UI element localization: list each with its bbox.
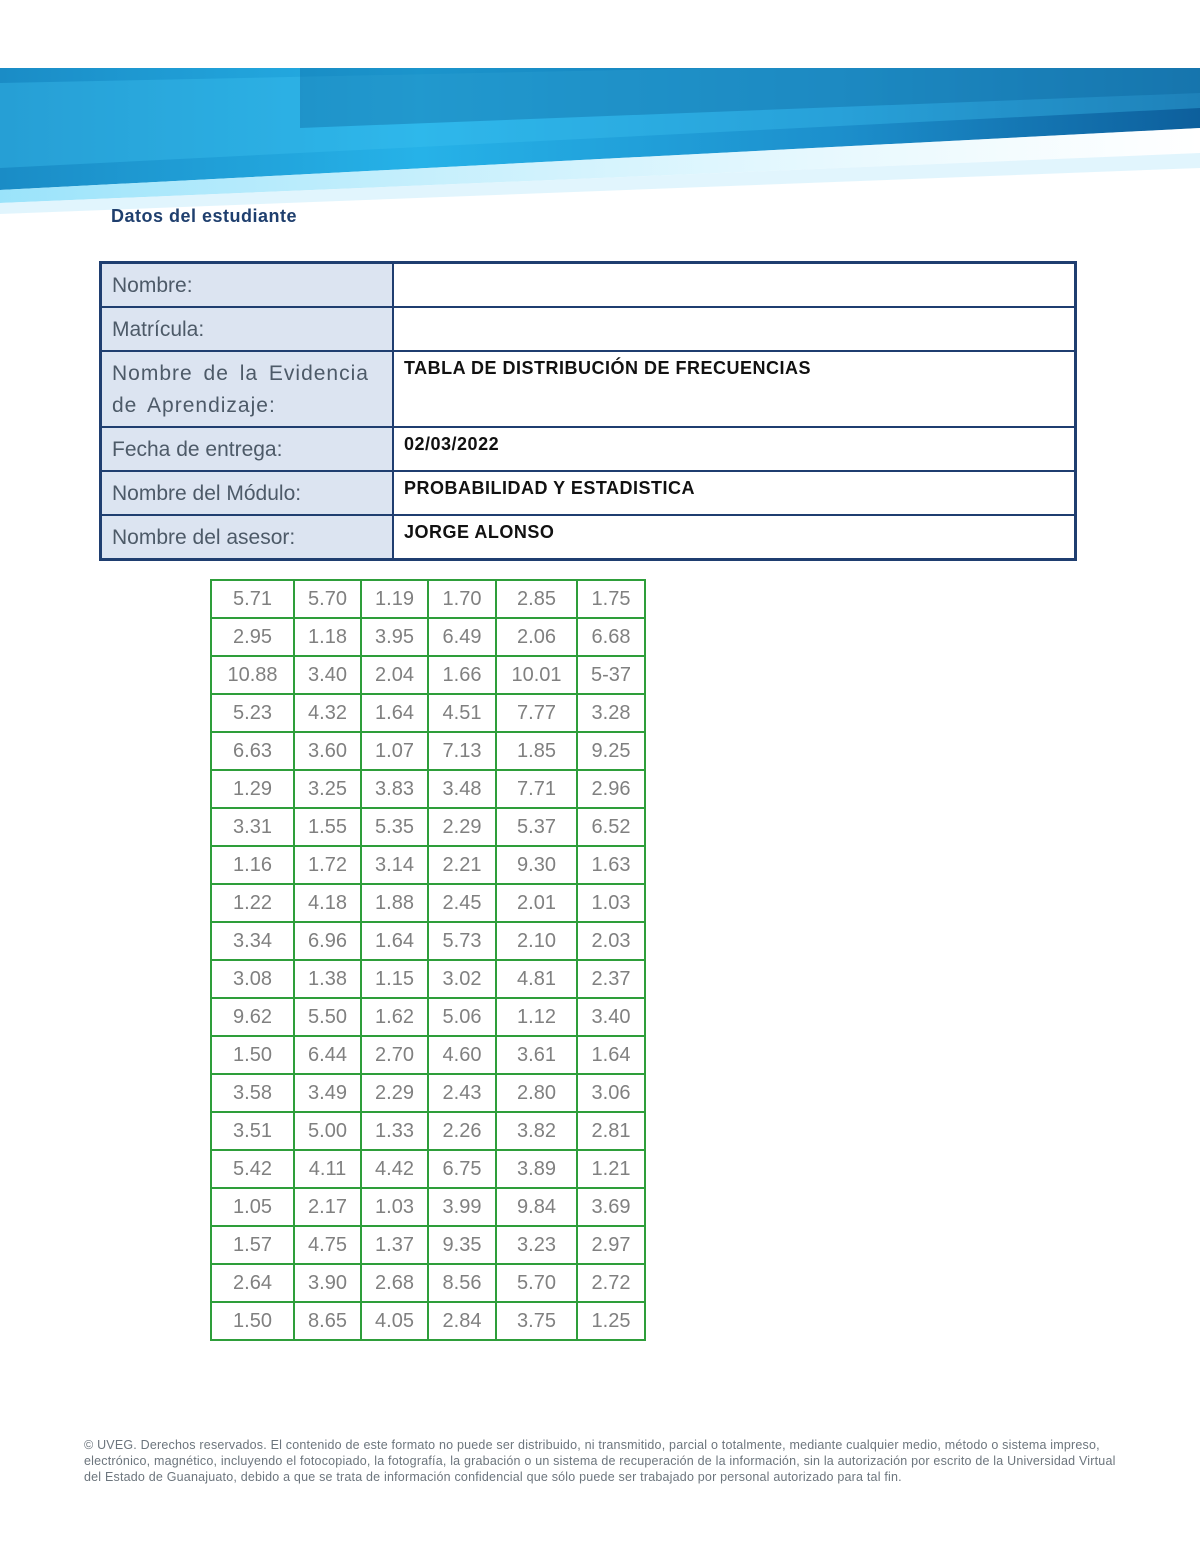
table-cell: 4.51 (428, 694, 496, 732)
table-cell: 4.60 (428, 1036, 496, 1074)
table-cell: 4.81 (496, 960, 577, 998)
table-cell: 3.49 (294, 1074, 361, 1112)
table-cell: 5.70 (496, 1264, 577, 1302)
table-cell: 1.85 (496, 732, 577, 770)
table-row (211, 1074, 645, 1112)
table-cell: 1.29 (211, 770, 294, 808)
table-cell: 5.73 (428, 922, 496, 960)
table-cell: 1.72 (294, 846, 361, 884)
date-value: 02/03/2022 (393, 427, 1076, 471)
table-cell: 2.85 (496, 580, 577, 618)
table-cell: 1.64 (361, 922, 428, 960)
table-cell: 9.62 (211, 998, 294, 1036)
id-value (393, 307, 1076, 351)
copyright-footer: © UVEG. Derechos reservados. El contenido de este formato no puede ser distribuido, ni transmitido, parcial o totalmente, mediante cualquier medio, método o sistema impreso, electrónico, magnético, incluyendo el fotocopiado, la fotografía, la grabación o un sistema de recuperación de la información, sin la autorización por escrito de la Universidad Virtual del Estado de Guanajuato, debido a que se trata de información confidencial que sólo puede ser trabajado por personal autorizado para tal fin. (84, 1438, 1116, 1484)
table-row (211, 960, 645, 998)
advisor-value: JORGE ALONSO (393, 515, 1076, 560)
table-cell: 2.64 (211, 1264, 294, 1302)
table-cell: 2.04 (361, 656, 428, 694)
table-cell: 1.38 (294, 960, 361, 998)
table-row (211, 732, 645, 770)
name-value (393, 263, 1076, 308)
table-cell: 9.25 (577, 732, 645, 770)
table-cell: 5.06 (428, 998, 496, 1036)
table-cell: 5.00 (294, 1112, 361, 1150)
table-cell: 3.69 (577, 1188, 645, 1226)
table-cell: 3.14 (361, 846, 428, 884)
table-cell: 6.52 (577, 808, 645, 846)
table-cell: 5.70 (294, 580, 361, 618)
table-cell: 6.49 (428, 618, 496, 656)
row-label: Nombre del Módulo: (101, 471, 394, 515)
table-cell: 7.77 (496, 694, 577, 732)
table-cell: 2.95 (211, 618, 294, 656)
table-row (211, 1188, 645, 1226)
row-label: Matrícula: (101, 307, 394, 351)
table-cell: 1.03 (361, 1188, 428, 1226)
table-row (211, 808, 645, 846)
table-cell: 3.99 (428, 1188, 496, 1226)
table-cell: 5-37 (577, 656, 645, 694)
table-cell: 6.96 (294, 922, 361, 960)
table-cell: 7.13 (428, 732, 496, 770)
table-cell: 6.44 (294, 1036, 361, 1074)
table-cell: 1.18 (294, 618, 361, 656)
table-cell: 9.35 (428, 1226, 496, 1264)
table-cell: 2.97 (577, 1226, 645, 1264)
table-cell: 1.55 (294, 808, 361, 846)
table-cell: 6.68 (577, 618, 645, 656)
table-cell: 1.07 (361, 732, 428, 770)
table-cell: 3.83 (361, 770, 428, 808)
student-row-module (101, 471, 1076, 515)
student-row-date (101, 427, 1076, 471)
table-cell: 2.29 (361, 1074, 428, 1112)
data-values-table (210, 579, 646, 1341)
table-cell: 2.03 (577, 922, 645, 960)
table-cell: 2.45 (428, 884, 496, 922)
table-cell: 2.84 (428, 1302, 496, 1340)
table-row (211, 998, 645, 1036)
table-cell: 3.28 (577, 694, 645, 732)
student-row-id (101, 307, 1076, 351)
table-cell: 2.17 (294, 1188, 361, 1226)
table-cell: 5.35 (361, 808, 428, 846)
section-title: Datos del estudiante (111, 206, 298, 226)
table-row (211, 618, 645, 656)
table-cell: 1.25 (577, 1302, 645, 1340)
table-cell: 3.60 (294, 732, 361, 770)
table-cell: 3.89 (496, 1150, 577, 1188)
table-cell: 9.30 (496, 846, 577, 884)
table-cell: 1.15 (361, 960, 428, 998)
table-row (211, 580, 645, 618)
table-cell: 3.23 (496, 1226, 577, 1264)
table-row (211, 1112, 645, 1150)
table-cell: 1.57 (211, 1226, 294, 1264)
table-cell: 1.64 (577, 1036, 645, 1074)
evidence-value: TABLA DE DISTRIBUCIÓN DE FRECUENCIAS (393, 351, 1076, 427)
table-cell: 3.34 (211, 922, 294, 960)
table-cell: 10.88 (211, 656, 294, 694)
table-cell: 3.58 (211, 1074, 294, 1112)
student-row-evidence (101, 351, 1076, 427)
table-cell: 2.21 (428, 846, 496, 884)
table-row (211, 656, 645, 694)
table-row (211, 1150, 645, 1188)
table-cell: 9.84 (496, 1188, 577, 1226)
table-cell: 2.96 (577, 770, 645, 808)
table-cell: 3.90 (294, 1264, 361, 1302)
row-label: Nombre: (101, 263, 394, 308)
table-cell: 2.43 (428, 1074, 496, 1112)
student-data-table (99, 261, 1077, 561)
table-cell: 2.01 (496, 884, 577, 922)
table-cell: 3.40 (577, 998, 645, 1036)
table-cell: 1.66 (428, 656, 496, 694)
table-cell: 1.21 (577, 1150, 645, 1188)
table-cell: 2.06 (496, 618, 577, 656)
table-cell: 3.40 (294, 656, 361, 694)
table-row (211, 1264, 645, 1302)
table-cell: 1.37 (361, 1226, 428, 1264)
table-cell: 3.48 (428, 770, 496, 808)
table-cell: 3.08 (211, 960, 294, 998)
table-cell: 1.64 (361, 694, 428, 732)
table-cell: 2.68 (361, 1264, 428, 1302)
table-cell: 2.10 (496, 922, 577, 960)
table-cell: 6.75 (428, 1150, 496, 1188)
table-cell: 1.03 (577, 884, 645, 922)
table-cell: 8.65 (294, 1302, 361, 1340)
table-cell: 8.56 (428, 1264, 496, 1302)
table-cell: 1.19 (361, 580, 428, 618)
header-banner (0, 68, 1200, 218)
table-cell: 5.37 (496, 808, 577, 846)
table-row (211, 846, 645, 884)
student-row-advisor (101, 515, 1076, 560)
table-cell: 1.88 (361, 884, 428, 922)
row-label: Nombre de la Evidencia de Aprendizaje: (101, 351, 394, 427)
table-cell: 2.80 (496, 1074, 577, 1112)
table-cell: 3.95 (361, 618, 428, 656)
row-label: Nombre del asesor: (101, 515, 394, 560)
table-cell: 2.70 (361, 1036, 428, 1074)
table-cell: 4.32 (294, 694, 361, 732)
table-cell: 4.11 (294, 1150, 361, 1188)
table-cell: 1.63 (577, 846, 645, 884)
table-row (211, 770, 645, 808)
table-cell: 1.05 (211, 1188, 294, 1226)
table-cell: 5.71 (211, 580, 294, 618)
table-cell: 1.62 (361, 998, 428, 1036)
table-cell: 3.31 (211, 808, 294, 846)
row-label: Fecha de entrega: (101, 427, 394, 471)
table-cell: 1.50 (211, 1036, 294, 1074)
table-cell: 2.26 (428, 1112, 496, 1150)
table-row (211, 1226, 645, 1264)
table-cell: 10.01 (496, 656, 577, 694)
table-cell: 1.16 (211, 846, 294, 884)
table-cell: 2.72 (577, 1264, 645, 1302)
table-cell: 3.51 (211, 1112, 294, 1150)
table-row (211, 884, 645, 922)
student-row-name (101, 263, 1076, 308)
table-cell: 7.71 (496, 770, 577, 808)
table-row (211, 922, 645, 960)
table-cell: 1.12 (496, 998, 577, 1036)
table-cell: 5.23 (211, 694, 294, 732)
table-cell: 1.75 (577, 580, 645, 618)
table-cell: 3.02 (428, 960, 496, 998)
module-value: PROBABILIDAD Y ESTADISTICA (393, 471, 1076, 515)
table-cell: 6.63 (211, 732, 294, 770)
table-cell: 4.75 (294, 1226, 361, 1264)
table-cell: 3.25 (294, 770, 361, 808)
table-cell: 5.50 (294, 998, 361, 1036)
table-cell: 1.70 (428, 580, 496, 618)
table-cell: 1.33 (361, 1112, 428, 1150)
table-cell: 3.61 (496, 1036, 577, 1074)
table-cell: 2.81 (577, 1112, 645, 1150)
table-row (211, 694, 645, 732)
table-cell: 4.05 (361, 1302, 428, 1340)
table-cell: 1.22 (211, 884, 294, 922)
table-cell: 3.75 (496, 1302, 577, 1340)
table-cell: 2.37 (577, 960, 645, 998)
table-cell: 3.82 (496, 1112, 577, 1150)
table-cell: 5.42 (211, 1150, 294, 1188)
table-row (211, 1302, 645, 1340)
table-cell: 3.06 (577, 1074, 645, 1112)
table-row (211, 1036, 645, 1074)
table-cell: 4.42 (361, 1150, 428, 1188)
table-cell: 4.18 (294, 884, 361, 922)
table-cell: 1.50 (211, 1302, 294, 1340)
table-cell: 2.29 (428, 808, 496, 846)
